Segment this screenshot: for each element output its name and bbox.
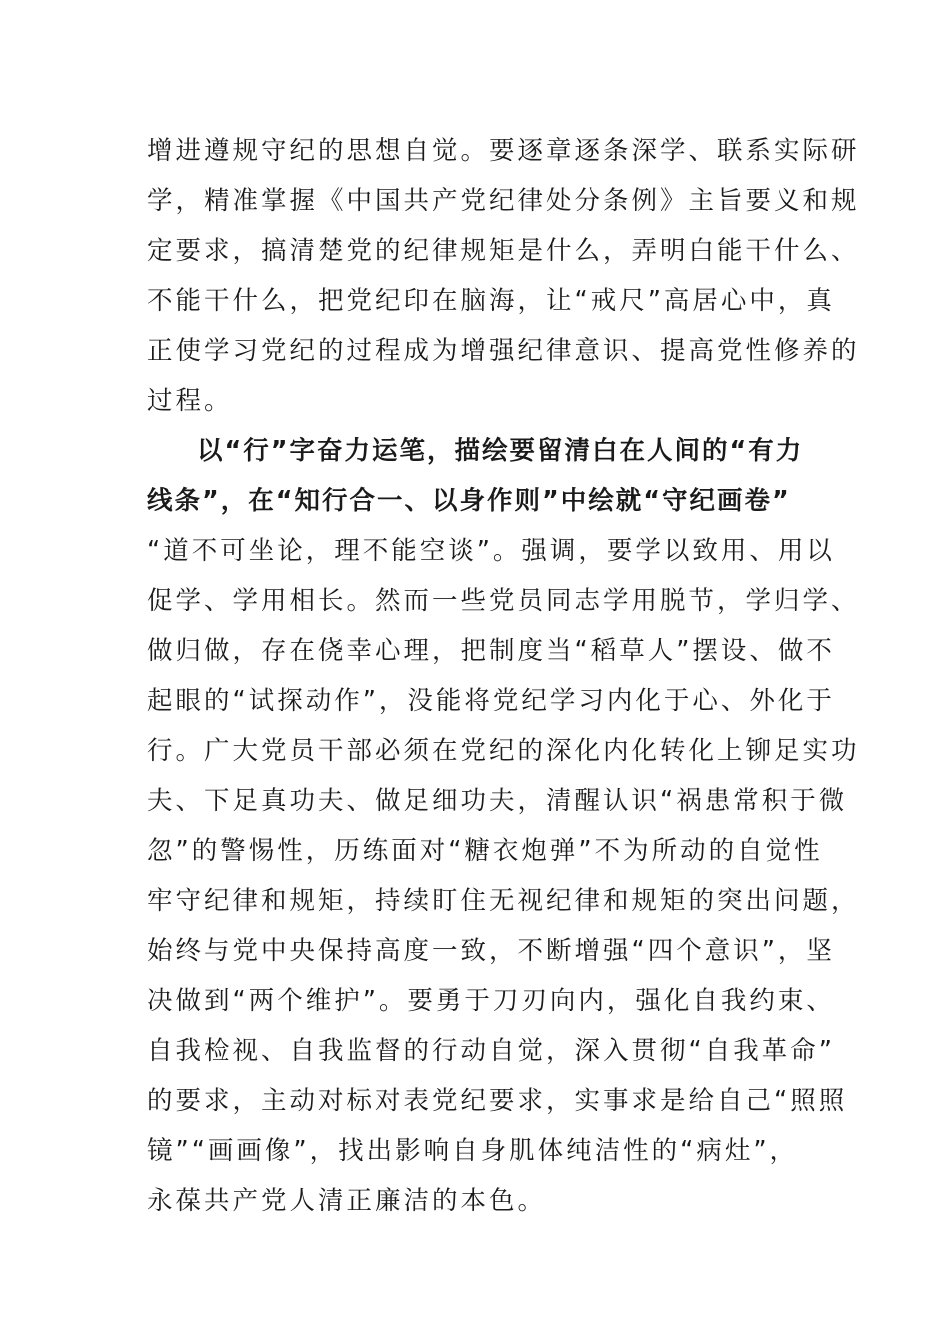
paragraph-line: 夫、下足真功夫、做足细功夫，清醒认识“祸患常积于微: [147, 786, 848, 816]
paragraph-line: 牢守纪律和规矩，持续盯住无视纪律和规矩的突出问题，: [147, 886, 860, 916]
paragraph-line: 不能干什么，把党纪印在脑海，让“戒尺”高居心中，真: [147, 286, 835, 316]
paragraph-line: 始终与党中央保持高度一致，不断增强“四个意识”，坚: [147, 936, 835, 966]
paragraph-line: 起眼的“试探动作”，没能将党纪学习内化于心、外化于: [147, 686, 835, 716]
paragraph-line: 增进遵规守纪的思想自觉。要逐章逐条深学、联系实际研: [147, 136, 860, 166]
paragraph-line: 自我检视、自我监督的行动自觉，深入贯彻“自我革命”: [147, 1036, 835, 1066]
paragraph-line: 过程。: [147, 386, 233, 416]
paragraph-line: 永葆共产党人清正廉洁的本色。: [147, 1186, 547, 1216]
paragraph-line: 促学、学用相长。然而一些党员同志学用脱节，学归学、: [147, 586, 860, 616]
paragraph-line: 做归做，存在侥幸心理，把制度当“稻草人”摆设、做不: [147, 636, 835, 666]
section-heading-line: 以“行”字奋力运笔，描绘要留清白在人间的“有力: [197, 436, 804, 466]
paragraph-line: 定要求，搞清楚党的纪律规矩是什么，弄明白能干什么、: [147, 236, 860, 266]
paragraph-line: 镜”“画画像”，找出影响自身肌体纯洁性的“病灶”，: [147, 1136, 799, 1166]
paragraph-line: 决做到“两个维护”。要勇于刀刃向内，强化自我约束、: [147, 986, 835, 1016]
paragraph-line: 忽”的警惕性，历练面对“糖衣炮弹”不为所动的自觉性: [147, 836, 823, 866]
section-heading-line: 线条”，在“知行合一、以身作则”中绘就“守纪画卷”: [147, 486, 791, 516]
paragraph-line: “道不可坐论，理不能空谈”。强调，要学以致用、用以: [147, 536, 835, 566]
paragraph-line: 正使学习党纪的过程成为增强纪律意识、提高党性修养的: [147, 336, 860, 366]
paragraph-line: 行。广大党员干部必须在党纪的深化内化转化上铆足实功: [147, 736, 860, 766]
paragraph-line: 的要求，主动对标对表党纪要求，实事求是给自己“照照: [147, 1086, 848, 1116]
paragraph-line: 学，精准掌握《中国共产党纪律处分条例》主旨要义和规: [147, 186, 860, 216]
document-body: [147, 129, 860, 1229]
